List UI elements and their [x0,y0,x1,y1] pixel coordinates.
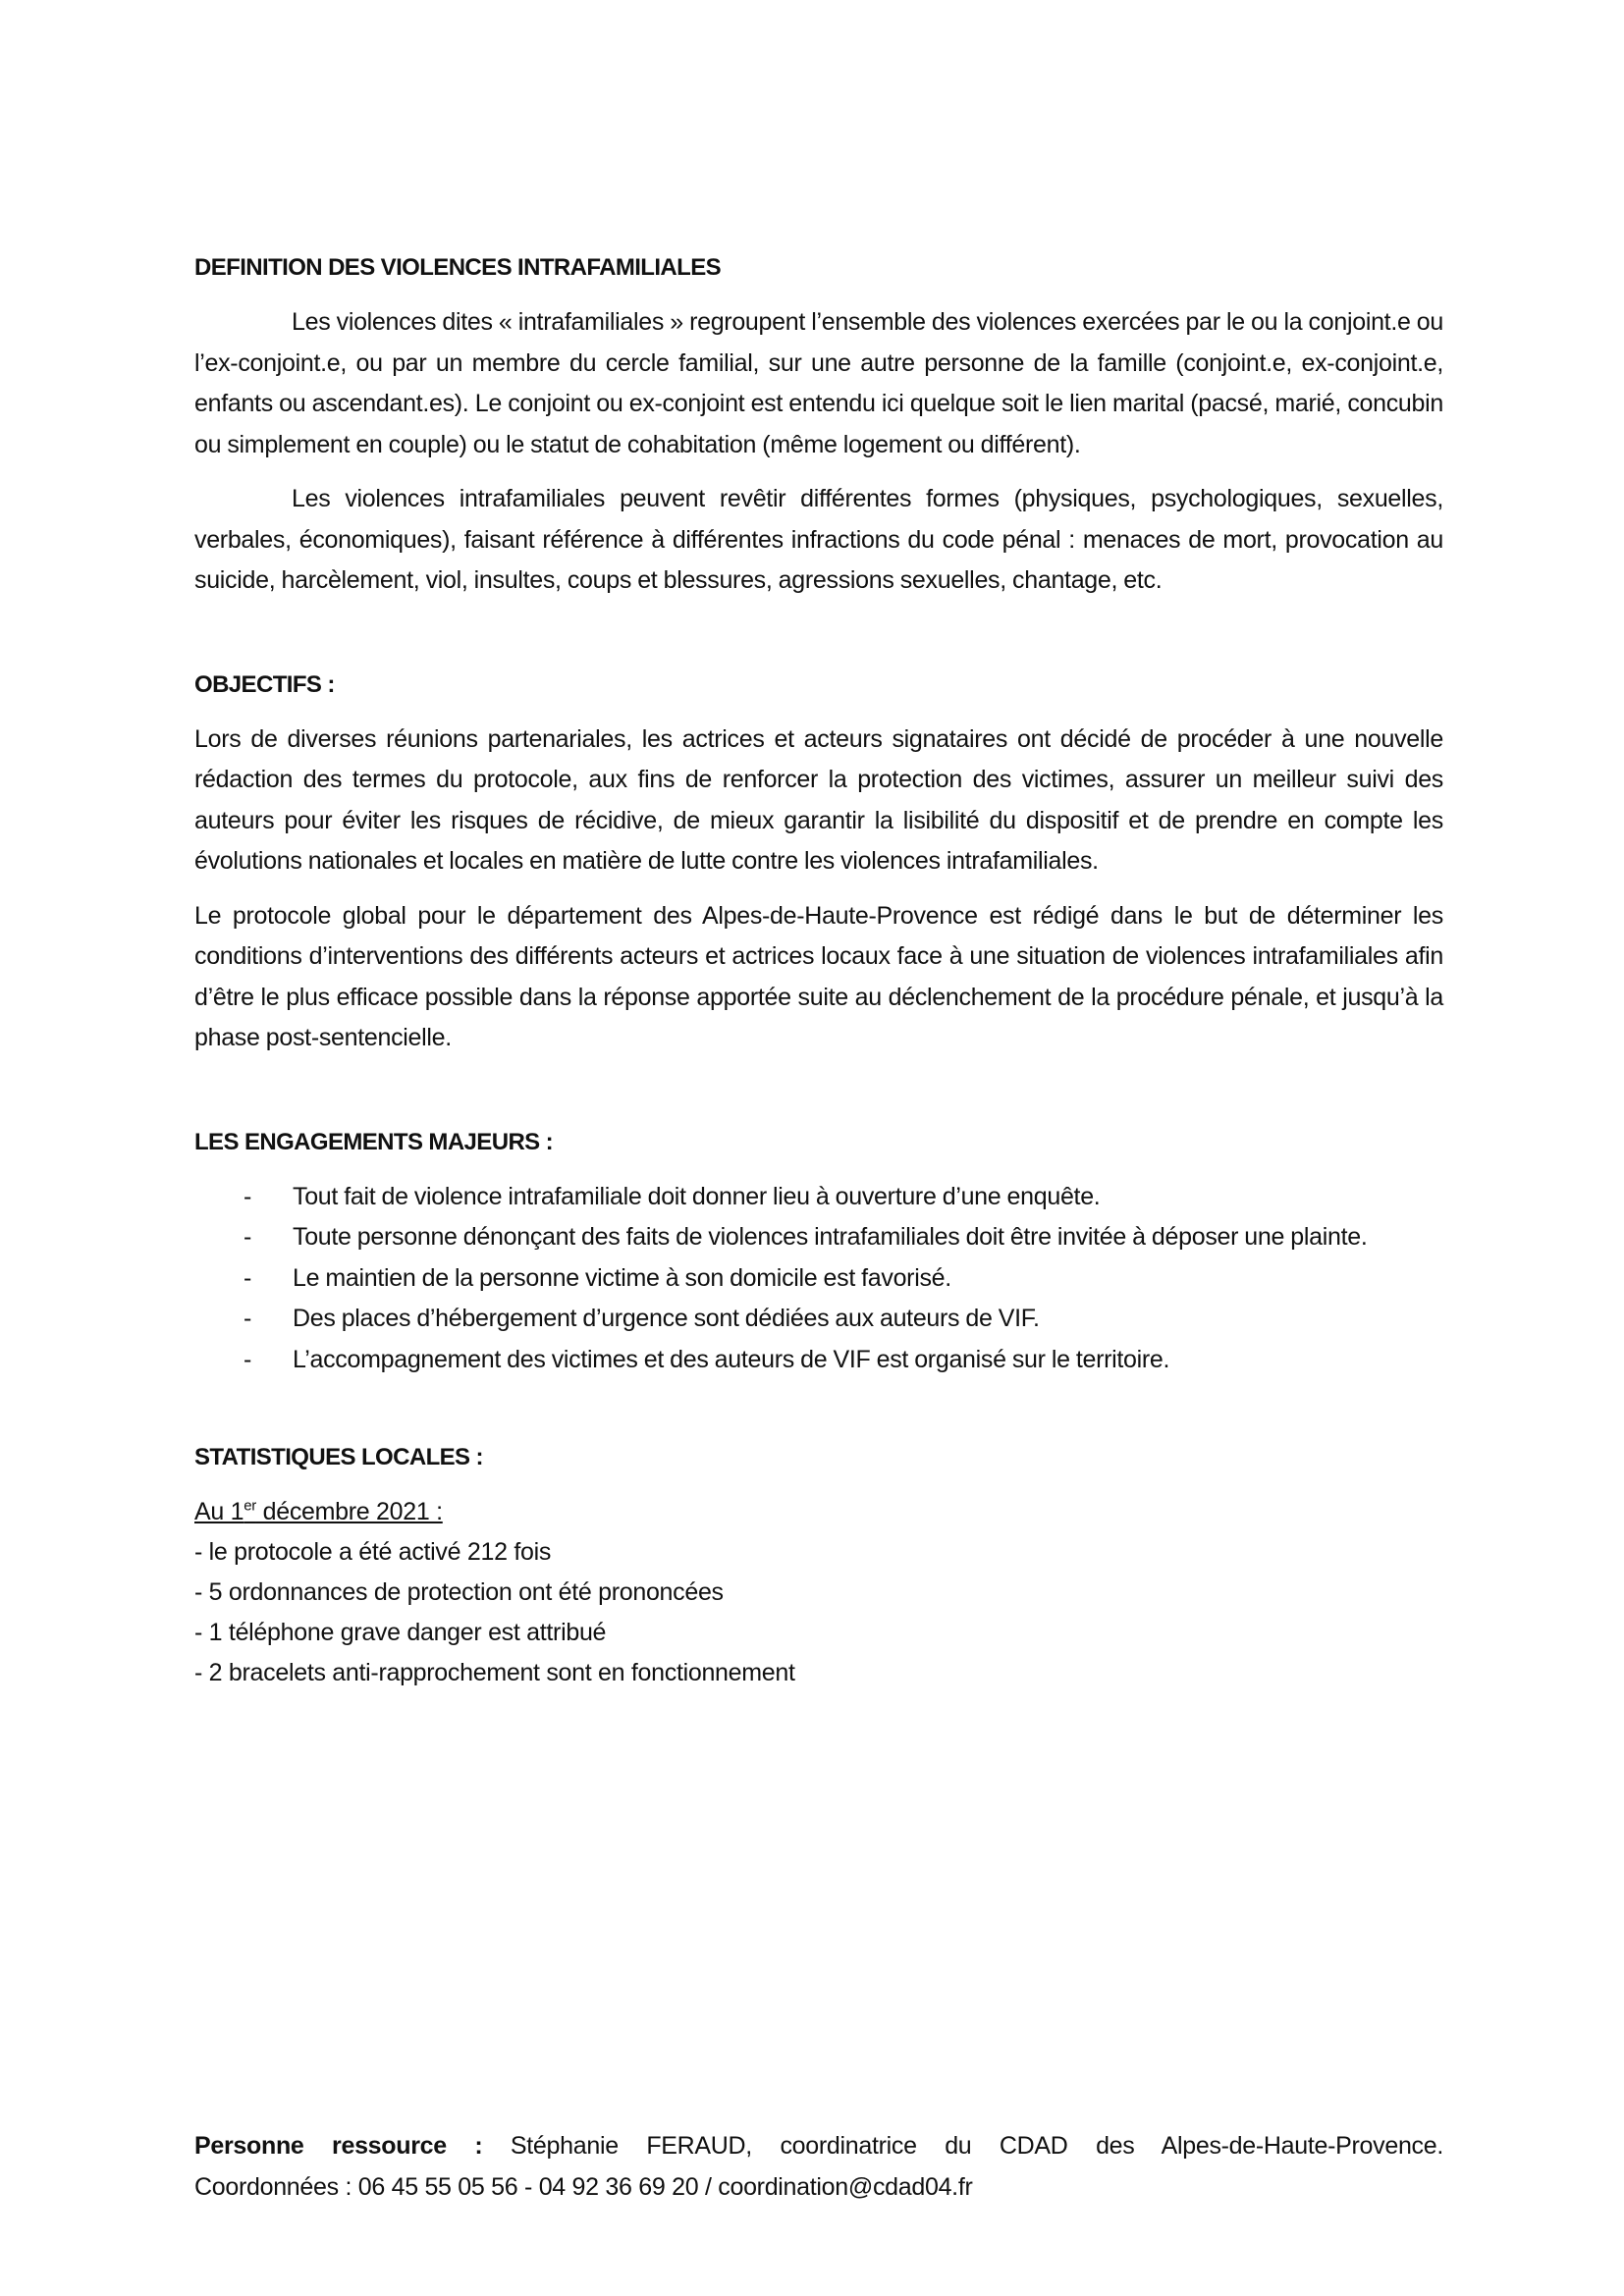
objectifs-paragraph-1: Lors de diverses réunions partenariales, les actrices et acteurs signataires ont décidé de procéder à une nouvelle rédaction des termes du protocole, aux fins de renforcer la protection des victimes, assurer un meilleur suivi des auteurs pour éviter les risques de récidive, de mieux garantir la lisibilité du dispositif et de prendre en compte les évolutions nationales et locales en matière de lutte contre les violences intrafamiliales. [194,724,1443,875]
statistic-line: - 2 bracelets anti-rapprochement sont en fonctionnement [194,1659,795,1686]
section-heading-objectifs: OBJECTIFS : [194,670,335,698]
list-item-text: Le maintien de la personne victime à son domicile est favorisé. [293,1263,951,1292]
definition-paragraph-1: Les violences dites « intrafamiliales » regroupent l’ensemble des violences exercées par le ou la conjoint.e ou l’ex-conjoint.e, ou par un membre du cercle familial, sur une autre personne de la famille (conjoint.e, ex-conjoint.e, enfants ou ascendant.es). Le conjoint ou ex-conjoint est entendu ici quelque soit le lien marital (pacsé, marié, concubin ou simplement en couple) ou le statut de cohabitation (même logement ou différent). [194,308,1443,458]
section-heading-engagements: LES ENGAGEMENTS MAJEURS : [194,1128,554,1155]
contact-block [194,2126,1443,2208]
section-engagements [194,1128,1443,1381]
section-heading-definition: DEFINITION DES VIOLENCES INTRAFAMILIALES [194,254,722,281]
list-item [194,1340,1443,1381]
section-heading-statistiques: STATISTIQUES LOCALES : [194,1444,483,1470]
bullet-dash-icon: - [244,1223,252,1251]
bullet-dash-icon: - [244,1182,252,1210]
section-definition [194,253,1443,602]
statistics-date: Au 1er décembre 2021 : [194,1497,443,1525]
document-page [194,253,1443,1693]
statistic-line: - 1 téléphone grave danger est attribué [194,1619,607,1646]
bullet-dash-icon: - [244,1345,252,1373]
statistic-line: - 5 ordonnances de protection ont été prononcées [194,1578,724,1606]
contact-coordinates: Coordonnées : 06 45 55 05 56 - 04 92 36 69 20 / coordination@cdad04.fr [194,2172,973,2201]
objectifs-paragraph-2: Le protocole global pour le département des Alpes-de-Haute-Provence est rédigé dans le but de déterminer les conditions d’interventions des différents acteurs et actrices locaux face à une situation de violences intrafamiliales afin d’être le plus efficace possible dans la réponse apportée suite au déclenchement de la procédure pénale, et jusqu’à la phase post-sentencielle. [194,901,1443,1051]
list-item-text: Toute personne dénonçant des faits de violences intrafamiliales doit être invitée à déposer une plainte. [293,1223,1368,1251]
section-objectifs [194,670,1443,1059]
contact-email-link[interactable]: coordination@cdad04.fr [718,2172,973,2201]
definition-paragraph-2: Les violences intrafamiliales peuvent revêtir différentes formes (physiques, psychologiques, sexuelles, verbales, économiques), faisant référence à différentes infractions du code pénal : menaces de mort, provocation au suicide, harcèlement, viol, insultes, coups et blessures, agressions sexuelles, chantage, etc. [194,485,1443,594]
engagements-list [194,1177,1443,1381]
list-item [194,1217,1443,1258]
statistic-line: - le protocole a été activé 212 fois [194,1538,552,1566]
bullet-dash-icon: - [244,1305,252,1332]
list-item-text: L’accompagnement des victimes et des auteurs de VIF est organisé sur le territoire. [293,1345,1170,1373]
list-item-text: Des places d’hébergement d’urgence sont dédiées aux auteurs de VIF. [293,1305,1040,1332]
contact-phone-1[interactable]: 06 45 55 05 56 [357,2172,518,2201]
contact-person [194,2126,1443,2167]
contact-person-name: Stéphanie FERAUD, coordinatrice du CDAD des Alpes-de-Haute-Provence. [482,2132,1443,2160]
section-statistiques [194,1443,1443,1693]
list-item [194,1299,1443,1340]
bullet-dash-icon: - [244,1263,252,1292]
list-item-text: Tout fait de violence intrafamiliale doit donner lieu à ouverture d’une enquête. [293,1182,1101,1210]
list-item [194,1177,1443,1218]
contact-label: Personne ressource : [194,2132,483,2160]
contact-phone-2[interactable]: 04 92 36 69 20 [538,2172,699,2201]
list-item [194,1258,1443,1300]
